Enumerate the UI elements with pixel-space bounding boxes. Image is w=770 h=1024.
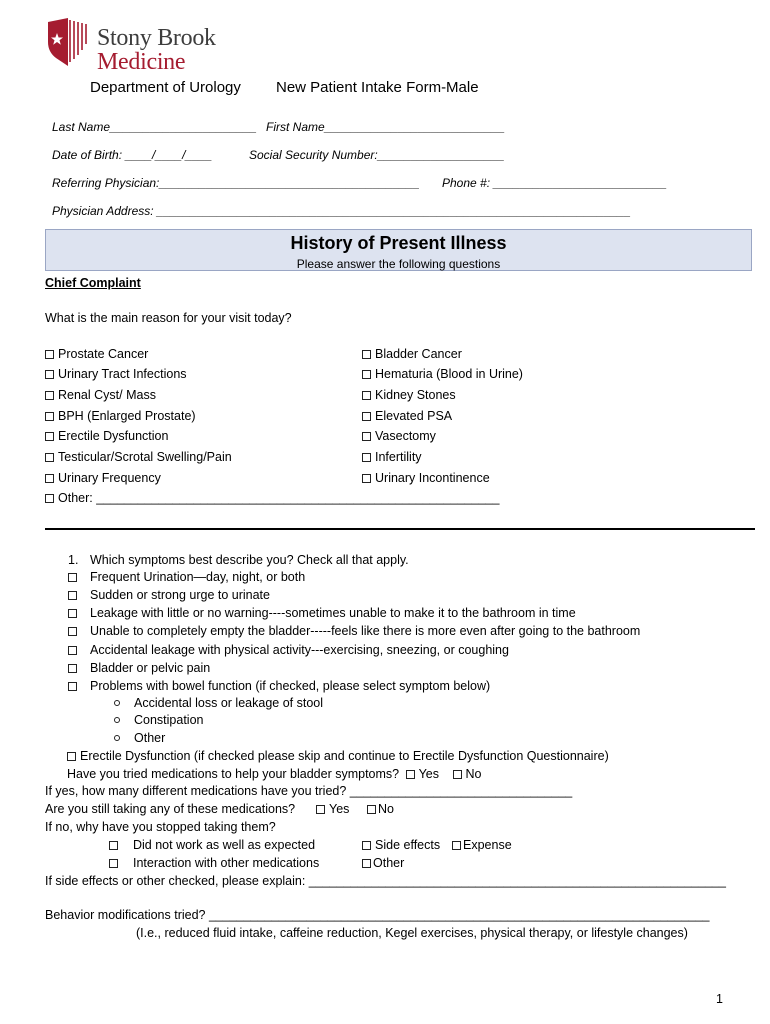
- symptom-option[interactable]: Problems with bowel function (if checked, please select symptom below): [68, 679, 490, 693]
- meds-question: Have you tried medications to help your bladder symptoms? Yes No: [67, 767, 482, 781]
- referring-physician-field[interactable]: Referring Physician:_______________________________________: [52, 176, 420, 190]
- physician-address-field[interactable]: Physician Address: _______________________________________________________________________: [52, 204, 631, 218]
- checkbox-icon[interactable]: [316, 805, 325, 814]
- hpi-subtitle: Please answer the following questions: [296, 257, 501, 271]
- logo-line-1: Stony Brook: [97, 25, 216, 51]
- symptom-option[interactable]: Leakage with little or no warning----sometimes unable to make it to the bathroom in time: [68, 606, 576, 620]
- behavior-field[interactable]: Behavior modifications tried? ________________________________________________________________________: [45, 908, 710, 922]
- checkbox-icon[interactable]: [362, 453, 371, 462]
- still-taking-yes[interactable]: Yes: [316, 802, 349, 816]
- complaint-option[interactable]: Kidney Stones: [362, 388, 456, 402]
- checkbox-icon[interactable]: [452, 841, 461, 850]
- checkbox-icon[interactable]: [362, 350, 371, 359]
- checkbox-icon[interactable]: [362, 432, 371, 441]
- complaint-option[interactable]: Prostate Cancer: [45, 347, 148, 361]
- page-number: 1: [716, 992, 723, 1006]
- explain-field[interactable]: If side effects or other checked, please explain: ____________________________________________________________: [45, 874, 726, 888]
- complaint-option[interactable]: Hematuria (Blood in Urine): [362, 367, 523, 381]
- bowel-option[interactable]: Other: [114, 731, 165, 745]
- radio-circle-icon[interactable]: [114, 700, 120, 706]
- complaint-option[interactable]: Urinary Incontinence: [362, 471, 490, 485]
- reason-option[interactable]: Expense: [452, 838, 512, 852]
- last-name-field[interactable]: Last Name______________________: [52, 120, 257, 134]
- stony-brook-logo-icon: [46, 18, 90, 66]
- checkbox-icon[interactable]: [68, 664, 77, 673]
- ed-option[interactable]: Erectile Dysfunction (if checked please skip and continue to Erectile Dysfunction Questionnaire): [67, 749, 609, 763]
- checkbox-icon[interactable]: [45, 350, 54, 359]
- checkbox-icon[interactable]: [362, 412, 371, 421]
- bowel-option[interactable]: Constipation: [114, 713, 204, 727]
- reason-option[interactable]: Interaction with other medications: [109, 856, 319, 870]
- first-name-field[interactable]: First Name___________________________: [266, 120, 505, 134]
- checkbox-icon[interactable]: [45, 453, 54, 462]
- still-taking-question: Are you still taking any of these medications?: [45, 802, 296, 816]
- checkbox-icon[interactable]: [68, 609, 77, 618]
- yes-label: Yes: [418, 767, 440, 781]
- symptom-option[interactable]: Unable to completely empty the bladder-----feels like there is more even after going to the bathroom: [68, 624, 640, 638]
- question-number: 1.: [68, 553, 79, 567]
- complaint-option[interactable]: Elevated PSA: [362, 409, 452, 423]
- complaint-option[interactable]: Renal Cyst/ Mass: [45, 388, 156, 402]
- checkbox-icon[interactable]: [362, 859, 371, 868]
- checkbox-icon[interactable]: [45, 391, 54, 400]
- complaint-other[interactable]: Other: __________________________________________________________: [45, 491, 499, 505]
- checkbox-icon[interactable]: [109, 859, 118, 868]
- symptom-option[interactable]: Frequent Urination—day, night, or both: [68, 570, 305, 584]
- complaint-option[interactable]: Infertility: [362, 450, 422, 464]
- complaint-option[interactable]: Testicular/Scrotal Swelling/Pain: [45, 450, 232, 464]
- chief-complaint-heading: Chief Complaint: [45, 276, 141, 290]
- reason-option[interactable]: Other: [362, 856, 404, 870]
- why-stopped-question: If no, why have you stopped taking them?: [45, 820, 276, 834]
- checkbox-icon[interactable]: [45, 412, 54, 421]
- checkbox-icon[interactable]: [453, 770, 462, 779]
- checkbox-icon[interactable]: [109, 841, 118, 850]
- chief-question: What is the main reason for your visit today?: [45, 311, 292, 325]
- radio-circle-icon[interactable]: [114, 735, 120, 741]
- logo-line-2: Medicine: [97, 49, 186, 75]
- hpi-title: History of Present Illness: [290, 233, 507, 253]
- complaint-option[interactable]: Urinary Frequency: [45, 471, 161, 485]
- ssn-field[interactable]: Social Security Number:___________________: [249, 148, 505, 162]
- department-name: Department of Urology: [90, 79, 241, 96]
- checkbox-icon[interactable]: [68, 627, 77, 636]
- dob-field[interactable]: Date of Birth: ____/____/____: [52, 148, 213, 162]
- symptoms-question: Which symptoms best describe you? Check all that apply.: [90, 553, 409, 567]
- complaint-option[interactable]: Urinary Tract Infections: [45, 367, 187, 381]
- checkbox-icon[interactable]: [406, 770, 415, 779]
- checkbox-icon[interactable]: [68, 646, 77, 655]
- checkbox-icon[interactable]: [367, 805, 376, 814]
- checkbox-icon[interactable]: [362, 370, 371, 379]
- phone-field[interactable]: Phone #: __________________________: [442, 176, 667, 190]
- checkbox-icon[interactable]: [362, 841, 371, 850]
- complaint-option[interactable]: BPH (Enlarged Prostate): [45, 409, 196, 423]
- reason-option[interactable]: Did not work as well as expected: [109, 838, 315, 852]
- checkbox-icon[interactable]: [45, 432, 54, 441]
- no-label: No: [465, 767, 482, 781]
- checkbox-icon[interactable]: [68, 573, 77, 582]
- symptom-option[interactable]: Accidental leakage with physical activity---exercising, sneezing, or coughing: [68, 643, 509, 657]
- behavior-note: (I.e., reduced fluid intake, caffeine reduction, Kegel exercises, physical therapy, or lifestyle changes): [136, 926, 688, 940]
- checkbox-icon[interactable]: [362, 474, 371, 483]
- section-divider: [45, 528, 755, 530]
- hpi-banner: [45, 229, 752, 271]
- symptom-option[interactable]: Bladder or pelvic pain: [68, 661, 210, 675]
- reason-option[interactable]: Side effects: [362, 838, 440, 852]
- complaint-option[interactable]: Erectile Dysfunction: [45, 429, 168, 443]
- checkbox-icon[interactable]: [45, 494, 54, 503]
- form-title: New Patient Intake Form-Male: [276, 79, 479, 96]
- how-many-meds[interactable]: If yes, how many different medications have you tried? ________________________________: [45, 784, 573, 798]
- checkbox-icon[interactable]: [362, 391, 371, 400]
- radio-circle-icon[interactable]: [114, 717, 120, 723]
- checkbox-icon[interactable]: [68, 591, 77, 600]
- checkbox-icon[interactable]: [45, 370, 54, 379]
- bowel-option[interactable]: Accidental loss or leakage of stool: [114, 696, 323, 710]
- checkbox-icon[interactable]: [45, 474, 54, 483]
- checkbox-icon[interactable]: [67, 752, 76, 761]
- complaint-option[interactable]: Vasectomy: [362, 429, 436, 443]
- complaint-option[interactable]: Bladder Cancer: [362, 347, 462, 361]
- still-taking-no[interactable]: No: [367, 802, 394, 816]
- checkbox-icon[interactable]: [68, 682, 77, 691]
- symptom-option[interactable]: Sudden or strong urge to urinate: [68, 588, 270, 602]
